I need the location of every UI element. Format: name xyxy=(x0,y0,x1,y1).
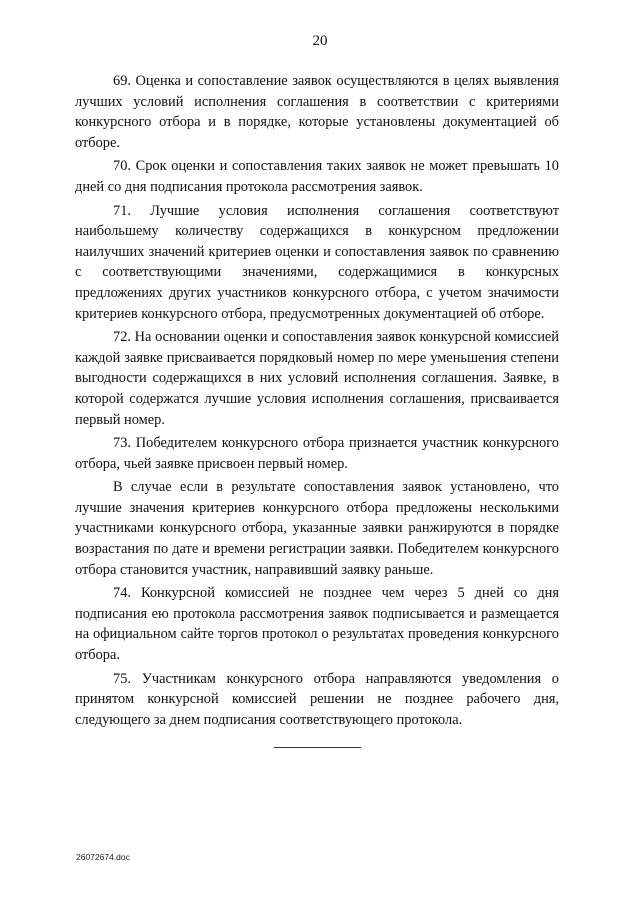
paragraph-73-continuation: В случае если в результате сопоставления заявок установлено, что лучшие значения критериев конкурсного отбора предложены несколькими участниками конкурсного отбора, указанные заявки ранжируются в порядке возрастания по дате и времени регистрации заявки. Победителем конкурсного отбора становится участник, направивший заявку раньше. xyxy=(75,479,559,578)
paragraph-69: 69. Оценка и сопоставление заявок осуществляются в целях выявления лучших условий исполнения соглашения в соответствии с критериями конкурсного отбора и в порядке, которые установлены документацией об отборе. xyxy=(75,73,559,151)
paragraph-71: 71. Лучшие условия исполнения соглашения соответствуют наибольшему количеству содержащихся в конкурсном предложении наилучших значений критериев оценки и сопоставления заявок по сравнению с соответствующими значениями, содержащимися в конкурсных предложениях других участников конкурсного отбора, с учетом значимости критериев конкурсного отбора, предусмотренных документацией об отборе. xyxy=(75,202,559,322)
paragraph-74: 74. Конкурсной комиссией не позднее чем через 5 дней со дня подписания ею протокола рассмотрения заявок подписывается и размещается на официальном сайте торгов протокол о результатах проведения конкурсного отбора. xyxy=(75,585,559,664)
paragraph-75: 75. Участникам конкурсного отбора направляются уведомления о принятом конкурсной комиссией решении не позднее рабочего дня, следующего за днем подписания соответствующего протокола. xyxy=(75,670,559,728)
page-number: 20 xyxy=(312,33,328,49)
paragraph-72: 72. На основании оценки и сопоставления заявок конкурсной комиссией каждой заявке присваивается порядковый номер по мере уменьшения степени выгодности содержащихся в них условий исполнения соглашения. Заявке, в которой содержатся лучшие условия исполнения соглашения, присваивается первый номер. xyxy=(75,329,559,428)
document-body xyxy=(75,71,559,733)
end-divider-line xyxy=(274,747,361,748)
paragraph-73: 73. Победителем конкурсного отбора признается участник конкурсного отбора, чьей заявке присвоен первый номер. xyxy=(75,435,559,472)
paragraph-70: 70. Срок оценки и сопоставления таких заявок не может превышать 10 дней со дня подписания протокола рассмотрения заявок. xyxy=(75,158,559,195)
footer-doc-filename: 26072674.doc xyxy=(76,852,130,862)
